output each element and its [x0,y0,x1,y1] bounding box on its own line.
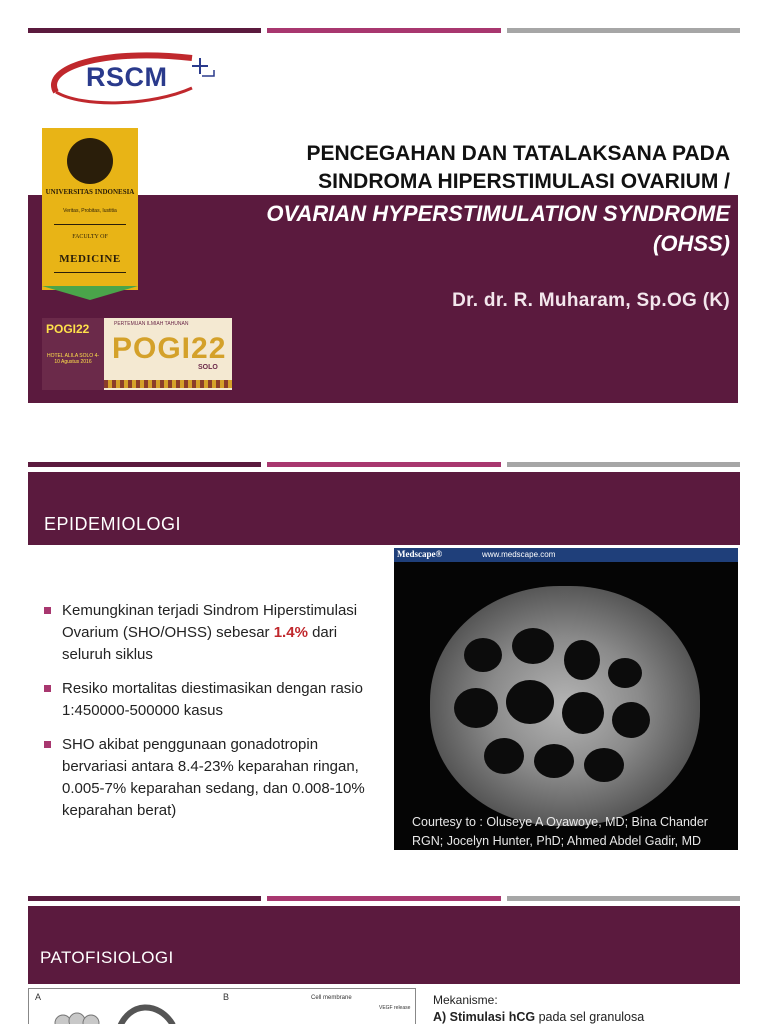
title-slide [0,0,768,410]
title-english [170,199,730,259]
diagram-label-a: A [35,992,42,1002]
university-motto: Veritas, Probitas, Iustitia [63,208,117,214]
pogi-subtitle: PERTEMUAN ILMIAH TAHUNAN [114,321,189,327]
pogi-banner [42,318,232,390]
epidemiology-band [28,472,740,545]
pogi-left-label: POGI22 [46,322,90,336]
author-name: Dr. dr. R. Muharam, Sp.OG (K) [452,290,730,311]
university-name: UNIVERSITAS INDONESIA [45,188,135,196]
pogi-hotel: HOTEL ALILA SOLO 4-10 Agustus 2016 [46,353,100,365]
mechanism-label: Mekanisme: [433,993,498,1007]
pogi-big-logo: POGI22 [112,332,227,365]
diagram-vegf: VEGF release [379,1005,411,1011]
ultrasound-image [394,548,738,850]
diagram-cell-membrane: Cell membrane [311,995,352,1001]
title-line-4: (OHSS) [653,231,730,256]
slide2-top-bars [28,462,740,467]
pathophysiology-diagram [28,988,416,1024]
bullet-item: Kemungkinan terjadi Sindrom Hiperstimulasi Ovarium (SHO/OHSS) sebesar 1.4% dari seluruh siklus [44,600,378,666]
bullet-item: SHO akibat penggunaan gonadotropin bervariasi antara 8.4-23% keparahan ringan, 0.005-7% keparahan sedang, dan 0.008-10% keparahan berat) [44,734,378,822]
faculty-of-medicine-badge [42,128,138,290]
epidemiology-heading: EPIDEMIOLOGI [44,514,182,534]
mechanism-a: A) Stimulasi hCG pada sel granulosa [433,1010,645,1024]
title-indonesian [170,140,730,196]
pathophysiology-band [28,906,740,984]
pogi-solo: SOLO [198,364,218,371]
slide3-top-bars [28,896,740,901]
faculty-of-label: FACULTY OF [72,234,108,240]
bullet-item: Resiko mortalitas diestimasikan dengan rasio 1:450000-500000 kasus [44,678,378,722]
title-line-2: SINDROMA HIPERSTIMULASI OVARIUM / [318,170,730,193]
slide-top-bars [28,28,740,33]
epidemiology-bullets [44,600,378,834]
medscape-brand: Medscape® [397,549,443,559]
diagram-label-b: B [223,992,230,1002]
image-credit: Courtesy to : Oluseye A Oyawoye, MD; Bina Chander RGN; Jocelyn Hunter, PhD; Ahmed Abdel Gadir, MD [412,815,708,848]
pathophysiology-heading: PATOFISIOLOGI [40,948,174,967]
title-line-1: PENCEGAHAN DAN TATALAKSANA PADA [306,142,730,165]
university-crest-icon [67,138,113,184]
rscm-logo-text: RSCM [86,62,168,92]
medscape-url: www.medscape.com [482,550,556,559]
medicine-label: MEDICINE [59,253,121,265]
title-line-3: OVARIAN HYPERSTIMULATION SYNDROME [266,201,730,226]
